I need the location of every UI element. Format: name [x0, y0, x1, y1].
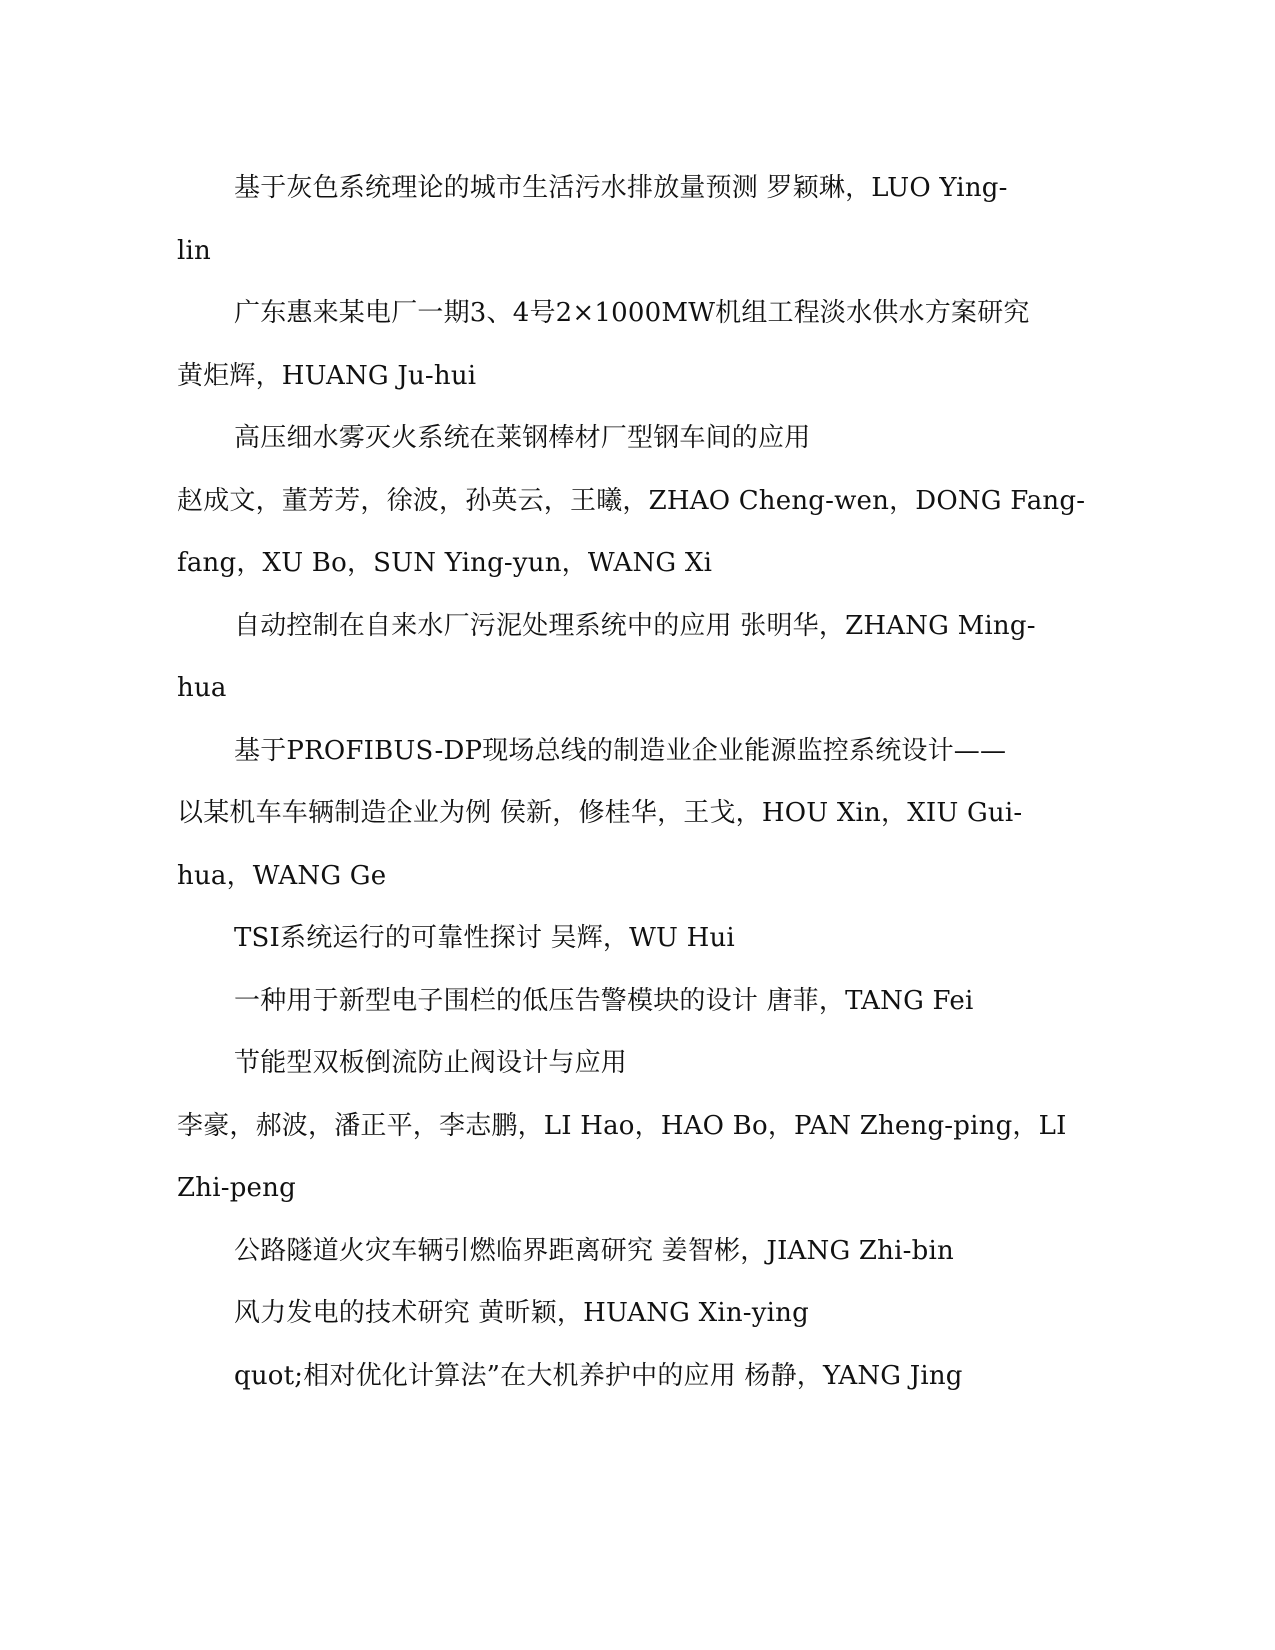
reference-entry-2 [177, 282, 1077, 407]
entry-line: 风力发电的技术研究 黄昕颖，HUANG Xin-ying [234, 1298, 809, 1328]
entry-line: hua，WANG Ge [177, 860, 387, 891]
reference-entry-8 [177, 1032, 1077, 1220]
entry-line: 以某机车车辆制造企业为例 侯新，修桂华，王戈，HOU Xin，XIU Gui- [177, 798, 1023, 828]
reference-entry-9 [177, 1220, 1077, 1283]
entry-line: lin [177, 235, 211, 266]
entry-line: 一种用于新型电子围栏的低压告警模块的设计 唐菲，TANG Fei [234, 985, 974, 1016]
entry-line: quot;相对优化计算法”在大机养护中的应用 杨静，YANG Jing [234, 1360, 963, 1391]
entry-line: 自动控制在自来水厂污泥处理系统中的应用 张明华，ZHANG Ming- [234, 610, 1036, 641]
reference-entry-7 [177, 970, 1077, 1033]
document-body [177, 157, 1086, 1407]
entry-line: 广东惠来某电厂一期3、4号2×1000MW机组工程淡水供水方案研究 [234, 298, 1030, 328]
entry-line: 高压细水雾灭火系统在莱钢棒材厂型钢车间的应用 [234, 423, 811, 453]
entry-line: 节能型双板倒流防止阀设计与应用 [234, 1048, 628, 1078]
reference-entry-3 [177, 407, 1086, 595]
entry-line: Zhi-peng [177, 1173, 296, 1203]
entry-line: 公路隧道火灾车辆引燃临界距离研究 姜智彬，JIANG Zhi-bin [234, 1235, 954, 1266]
reference-entry-10 [177, 1282, 1077, 1345]
entry-line: 黄炬辉，HUANG Ju-hui [177, 360, 477, 391]
reference-entry-1 [177, 157, 1077, 282]
entry-line: hua [177, 673, 227, 703]
reference-entry-11 [177, 1345, 1077, 1408]
entry-line: 基于灰色系统理论的城市生活污水排放量预测 罗颖琳，LUO Ying- [234, 173, 1008, 203]
entry-line: fang，XU Bo，SUN Ying-yun，WANG Xi [177, 548, 713, 578]
reference-entry-6 [177, 907, 1077, 970]
entry-line: TSI系统运行的可靠性探讨 吴辉，WU Hui [234, 923, 735, 953]
entry-line: 基于PROFIBUS-DP现场总线的制造业企业能源监控系统设计—— [234, 735, 1007, 766]
reference-entry-4 [177, 595, 1077, 720]
reference-entry-5 [177, 720, 1077, 908]
entry-line: 赵成文，董芳芳，徐波，孙英云，王曦，ZHAO Cheng-wen，DONG Fang- [177, 485, 1086, 516]
entry-line: 李豪，郝波，潘正平，李志鹏，LI Hao，HAO Bo，PAN Zheng-ping，LI [177, 1110, 1067, 1141]
